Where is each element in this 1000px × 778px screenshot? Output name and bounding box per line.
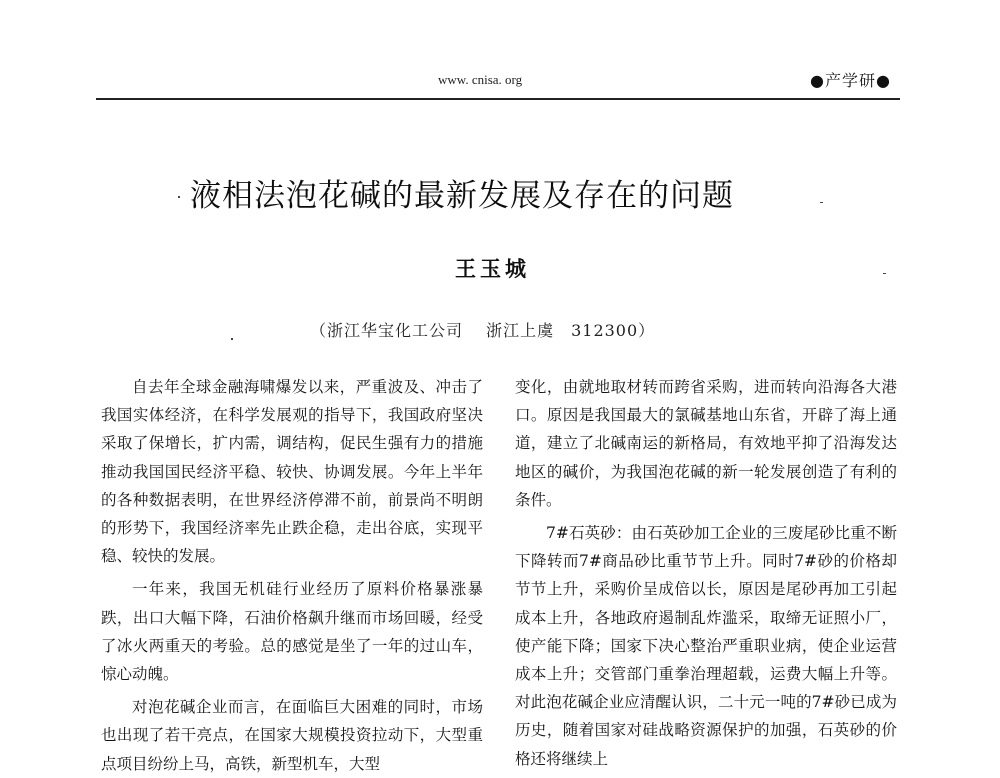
scan-speck [231,338,233,340]
section-label: ●产学研● [810,71,891,90]
paragraph: 7#石英砂：由石英砂加工企业的三废尾砂比重不断下降转而7#商品砂比重节节上升。同时7#砂的价格却节节上升，采购价呈成倍以长，原因是尾砂再加工引起成本上升，各地政府遏制乱炸滥采，取缔无证照小厂，使产能下降；国家下决心整治严重职业病，使企业运营成本上升；交管部门重拳治理超载，运费大幅上升等。对此泡花碱企业应清醒认识，二十元一吨的7#砂已成为历史，随着国家对硅战略资源保护的加强，石英砂的价格还将继续上 [515,524,897,768]
scan-speck [883,273,886,274]
article-title: 液相法泡花碱的最新发展及存在的问题 [190,178,734,214]
paragraph: 变化，由就地取材转而跨省采购，进而转向沿海各大港口。原因是我国最大的氯碱基地山东省，开辟了海上通道，建立了北碱南运的新格局，有效地平抑了沿海发达地区的碱价，为我国泡花碱的新一轮发展创造了有利的条件。 [515,378,897,509]
paragraph: 一年来，我国无机硅行业经历了原料价格暴涨暴跌，出口大幅下降，石油价格飙升继而市场回暖，经受了冰火两重天的考验。总的感觉是坐了一年的过山车，惊心动魄。 [101,580,483,684]
page-header-url: www. cnisa. org [438,72,523,87]
body-column-right [515,373,897,773]
paragraph: 自去年全球金融海啸爆发以来，严重波及、冲击了我国实体经济，在科学发展观的指导下，我国政府坚决采取了保增长，扩内需，调结构，促民生强有力的措施推动我国国民经济平稳、较快、协调发展。今年上半年的各种数据表明，在世界经济停滞不前，前景尚不明朗的形势下，我国经济率先止跌企稳，走出谷底，实现平稳、较快的发展。 [101,378,483,566]
header-rule [96,98,900,100]
author-name: 王玉城 [455,256,530,281]
scan-speck [178,196,180,198]
author-affiliation: （浙江华宝化工公司 浙江上虞 312300） [310,321,656,340]
paragraph: 对泡花碱企业而言，在面临巨大困难的同时，市场也出现了若干亮点，在国家大规模投资拉动下，大型重点项目纷纷上马，高铁，新型机车，大型 [101,698,483,773]
scan-speck [820,202,823,203]
body-column-left [101,373,483,778]
